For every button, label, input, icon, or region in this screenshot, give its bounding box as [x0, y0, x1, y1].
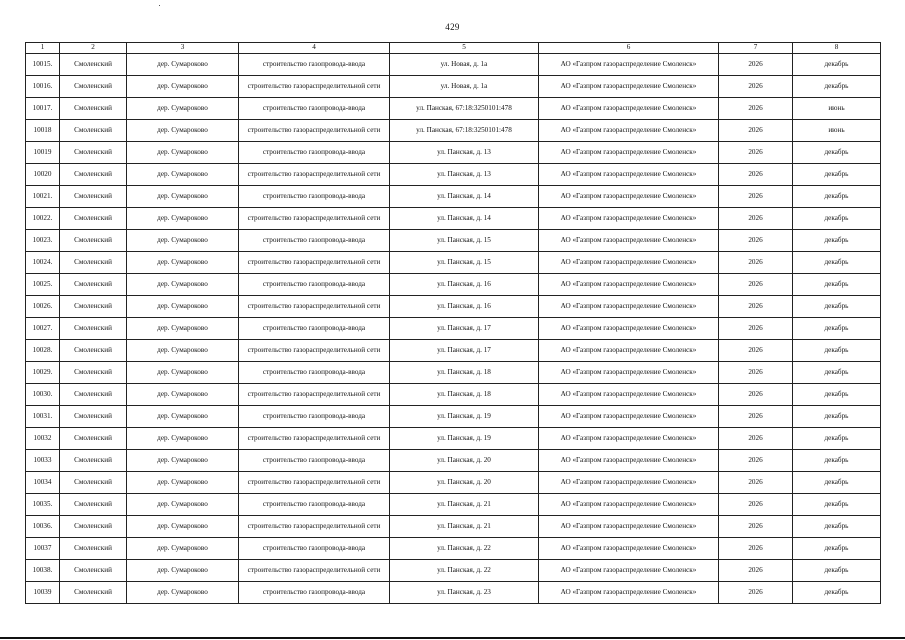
table-row [26, 582, 881, 604]
month-cell: декабрь [793, 186, 881, 208]
settlement-cell: дер. Сумароково [127, 450, 239, 472]
table-row [26, 164, 881, 186]
district-cell: Смоленский [60, 274, 127, 296]
table-header-row [26, 43, 881, 54]
month-cell: июнь [793, 98, 881, 120]
settlement-cell: дер. Сумароково [127, 274, 239, 296]
work-type-cell: строительство газопровода-ввода [239, 450, 390, 472]
year-cell: 2026 [719, 340, 793, 362]
organization-cell: АО «Газпром газораспределение Смоленск» [539, 54, 719, 76]
organization-cell: АО «Газпром газораспределение Смоленск» [539, 230, 719, 252]
table-row [26, 54, 881, 76]
row-number-cell: 10021. [26, 186, 60, 208]
row-number-cell: 10029. [26, 362, 60, 384]
table-row [26, 318, 881, 340]
table-row [26, 362, 881, 384]
settlement-cell: дер. Сумароково [127, 164, 239, 186]
address-cell: ул. Панская, д. 15 [390, 252, 539, 274]
year-cell: 2026 [719, 120, 793, 142]
settlement-cell: дер. Сумароково [127, 142, 239, 164]
address-cell: ул. Панская, д. 15 [390, 230, 539, 252]
year-cell: 2026 [719, 98, 793, 120]
organization-cell: АО «Газпром газораспределение Смоленск» [539, 494, 719, 516]
organization-cell: АО «Газпром газораспределение Смоленск» [539, 318, 719, 340]
year-cell: 2026 [719, 142, 793, 164]
year-cell: 2026 [719, 208, 793, 230]
table-row [26, 296, 881, 318]
month-cell: декабрь [793, 76, 881, 98]
month-cell: декабрь [793, 494, 881, 516]
month-cell: декабрь [793, 384, 881, 406]
table-row [26, 450, 881, 472]
organization-cell: АО «Газпром газораспределение Смоленск» [539, 406, 719, 428]
organization-cell: АО «Газпром газораспределение Смоленск» [539, 340, 719, 362]
district-cell: Смоленский [60, 186, 127, 208]
year-cell: 2026 [719, 406, 793, 428]
year-cell: 2026 [719, 296, 793, 318]
organization-cell: АО «Газпром газораспределение Смоленск» [539, 142, 719, 164]
row-number-cell: 10025. [26, 274, 60, 296]
year-cell: 2026 [719, 362, 793, 384]
month-cell: декабрь [793, 406, 881, 428]
settlement-cell: дер. Сумароково [127, 494, 239, 516]
page-number: 429 [445, 22, 460, 32]
district-cell: Смоленский [60, 208, 127, 230]
work-type-cell: строительство газораспределительной сети [239, 76, 390, 98]
district-cell: Смоленский [60, 54, 127, 76]
settlement-cell: дер. Сумароково [127, 98, 239, 120]
organization-cell: АО «Газпром газораспределение Смоленск» [539, 164, 719, 186]
organization-cell: АО «Газпром газораспределение Смоленск» [539, 384, 719, 406]
organization-cell: АО «Газпром газораспределение Смоленск» [539, 186, 719, 208]
table-row [26, 516, 881, 538]
year-cell: 2026 [719, 76, 793, 98]
organization-cell: АО «Газпром газораспределение Смоленск» [539, 296, 719, 318]
address-cell: ул. Панская, д. 20 [390, 450, 539, 472]
month-cell: декабрь [793, 230, 881, 252]
row-number-cell: 10032 [26, 428, 60, 450]
table-row [26, 340, 881, 362]
settlement-cell: дер. Сумароково [127, 538, 239, 560]
row-number-cell: 10020 [26, 164, 60, 186]
district-cell: Смоленский [60, 230, 127, 252]
year-cell: 2026 [719, 472, 793, 494]
column-header: 7 [719, 43, 793, 54]
work-type-cell: строительство газораспределительной сети [239, 428, 390, 450]
table-row [26, 538, 881, 560]
address-cell: ул. Панская, 67:18:3250101:478 [390, 98, 539, 120]
work-type-cell: строительство газораспределительной сети [239, 252, 390, 274]
year-cell: 2026 [719, 582, 793, 604]
district-cell: Смоленский [60, 582, 127, 604]
table-row [26, 98, 881, 120]
organization-cell: АО «Газпром газораспределение Смоленск» [539, 362, 719, 384]
work-type-cell: строительство газопровода-ввода [239, 274, 390, 296]
work-type-cell: строительство газопровода-ввода [239, 230, 390, 252]
address-cell: ул. Панская, д. 16 [390, 274, 539, 296]
district-cell: Смоленский [60, 406, 127, 428]
work-type-cell: строительство газораспределительной сети [239, 120, 390, 142]
year-cell: 2026 [719, 230, 793, 252]
year-cell: 2026 [719, 164, 793, 186]
table-row [26, 230, 881, 252]
settlement-cell: дер. Сумароково [127, 54, 239, 76]
settlement-cell: дер. Сумароково [127, 516, 239, 538]
organization-cell: АО «Газпром газораспределение Смоленск» [539, 120, 719, 142]
year-cell: 2026 [719, 252, 793, 274]
month-cell: декабрь [793, 340, 881, 362]
settlement-cell: дер. Сумароково [127, 384, 239, 406]
work-type-cell: строительство газопровода-ввода [239, 142, 390, 164]
column-header: 4 [239, 43, 390, 54]
row-number-cell: 10030. [26, 384, 60, 406]
row-number-cell: 10018 [26, 120, 60, 142]
table-row [26, 560, 881, 582]
address-cell: ул. Панская, д. 17 [390, 340, 539, 362]
address-cell: ул. Панская, д. 19 [390, 428, 539, 450]
table-row [26, 428, 881, 450]
address-cell: ул. Панская, д. 13 [390, 142, 539, 164]
work-type-cell: строительство газопровода-ввода [239, 538, 390, 560]
district-cell: Смоленский [60, 98, 127, 120]
table-body [26, 54, 881, 604]
organization-cell: АО «Газпром газораспределение Смоленск» [539, 538, 719, 560]
address-cell: ул. Новая, д. 1а [390, 76, 539, 98]
table-row [26, 252, 881, 274]
month-cell: декабрь [793, 208, 881, 230]
month-cell: декабрь [793, 318, 881, 340]
year-cell: 2026 [719, 494, 793, 516]
month-cell: декабрь [793, 516, 881, 538]
district-cell: Смоленский [60, 494, 127, 516]
row-number-cell: 10038. [26, 560, 60, 582]
year-cell: 2026 [719, 516, 793, 538]
address-cell: ул. Панская, д. 18 [390, 384, 539, 406]
work-type-cell: строительство газопровода-ввода [239, 54, 390, 76]
row-number-cell: 10037 [26, 538, 60, 560]
row-number-cell: 10034 [26, 472, 60, 494]
month-cell: декабрь [793, 252, 881, 274]
table-row [26, 494, 881, 516]
work-type-cell: строительство газопровода-ввода [239, 98, 390, 120]
work-type-cell: строительство газопровода-ввода [239, 582, 390, 604]
row-number-cell: 10027. [26, 318, 60, 340]
district-cell: Смоленский [60, 340, 127, 362]
scan-speck [159, 5, 160, 6]
address-cell: ул. Панская, д. 22 [390, 560, 539, 582]
table-row [26, 274, 881, 296]
row-number-cell: 10031. [26, 406, 60, 428]
year-cell: 2026 [719, 428, 793, 450]
work-type-cell: строительство газораспределительной сети [239, 340, 390, 362]
district-cell: Смоленский [60, 538, 127, 560]
column-header: 2 [60, 43, 127, 54]
settlement-cell: дер. Сумароково [127, 472, 239, 494]
row-number-cell: 10026. [26, 296, 60, 318]
month-cell: декабрь [793, 582, 881, 604]
settlement-cell: дер. Сумароково [127, 120, 239, 142]
work-type-cell: строительство газопровода-ввода [239, 494, 390, 516]
settlement-cell: дер. Сумароково [127, 406, 239, 428]
district-cell: Смоленский [60, 450, 127, 472]
work-type-cell: строительство газораспределительной сети [239, 472, 390, 494]
settlement-cell: дер. Сумароково [127, 582, 239, 604]
district-cell: Смоленский [60, 384, 127, 406]
page-bottom-rule [0, 637, 905, 639]
organization-cell: АО «Газпром газораспределение Смоленск» [539, 208, 719, 230]
address-cell: ул. Панская, д. 23 [390, 582, 539, 604]
month-cell: декабрь [793, 428, 881, 450]
organization-cell: АО «Газпром газораспределение Смоленск» [539, 252, 719, 274]
table-row [26, 472, 881, 494]
address-cell: ул. Панская, д. 16 [390, 296, 539, 318]
month-cell: декабрь [793, 296, 881, 318]
row-number-cell: 10016. [26, 76, 60, 98]
row-number-cell: 10035. [26, 494, 60, 516]
district-cell: Смоленский [60, 120, 127, 142]
row-number-cell: 10023. [26, 230, 60, 252]
settlement-cell: дер. Сумароково [127, 76, 239, 98]
year-cell: 2026 [719, 186, 793, 208]
row-number-cell: 10022. [26, 208, 60, 230]
organization-cell: АО «Газпром газораспределение Смоленск» [539, 560, 719, 582]
organization-cell: АО «Газпром газораспределение Смоленск» [539, 472, 719, 494]
address-cell: ул. Панская, д. 21 [390, 516, 539, 538]
district-cell: Смоленский [60, 164, 127, 186]
settlement-cell: дер. Сумароково [127, 186, 239, 208]
work-type-cell: строительство газораспределительной сети [239, 516, 390, 538]
table-row [26, 120, 881, 142]
month-cell: декабрь [793, 274, 881, 296]
row-number-cell: 10036. [26, 516, 60, 538]
organization-cell: АО «Газпром газораспределение Смоленск» [539, 274, 719, 296]
district-cell: Смоленский [60, 560, 127, 582]
row-number-cell: 10015. [26, 54, 60, 76]
settlement-cell: дер. Сумароково [127, 340, 239, 362]
month-cell: декабрь [793, 472, 881, 494]
district-cell: Смоленский [60, 428, 127, 450]
settlement-cell: дер. Сумароково [127, 296, 239, 318]
address-cell: ул. Панская, д. 14 [390, 208, 539, 230]
row-number-cell: 10033 [26, 450, 60, 472]
year-cell: 2026 [719, 54, 793, 76]
work-type-cell: строительство газораспределительной сети [239, 208, 390, 230]
month-cell: декабрь [793, 450, 881, 472]
work-type-cell: строительство газораспределительной сети [239, 384, 390, 406]
address-cell: ул. Новая, д. 1а [390, 54, 539, 76]
district-cell: Смоленский [60, 76, 127, 98]
row-number-cell: 10024. [26, 252, 60, 274]
year-cell: 2026 [719, 384, 793, 406]
settlement-cell: дер. Сумароково [127, 230, 239, 252]
work-type-cell: строительство газопровода-ввода [239, 362, 390, 384]
table-row [26, 76, 881, 98]
month-cell: декабрь [793, 54, 881, 76]
settlement-cell: дер. Сумароково [127, 252, 239, 274]
year-cell: 2026 [719, 538, 793, 560]
month-cell: декабрь [793, 538, 881, 560]
year-cell: 2026 [719, 274, 793, 296]
row-number-cell: 10028. [26, 340, 60, 362]
district-cell: Смоленский [60, 472, 127, 494]
organization-cell: АО «Газпром газораспределение Смоленск» [539, 76, 719, 98]
year-cell: 2026 [719, 450, 793, 472]
column-header: 1 [26, 43, 60, 54]
address-cell: ул. Панская, д. 19 [390, 406, 539, 428]
settlement-cell: дер. Сумароково [127, 362, 239, 384]
month-cell: декабрь [793, 164, 881, 186]
month-cell: декабрь [793, 362, 881, 384]
settlement-cell: дер. Сумароково [127, 560, 239, 582]
address-cell: ул. Панская, д. 13 [390, 164, 539, 186]
table-row [26, 384, 881, 406]
address-cell: ул. Панская, д. 20 [390, 472, 539, 494]
district-cell: Смоленский [60, 252, 127, 274]
settlement-cell: дер. Сумароково [127, 428, 239, 450]
month-cell: декабрь [793, 560, 881, 582]
address-cell: ул. Панская, 67:18:3250101:478 [390, 120, 539, 142]
address-cell: ул. Панская, д. 18 [390, 362, 539, 384]
address-cell: ул. Панская, д. 14 [390, 186, 539, 208]
work-type-cell: строительство газопровода-ввода [239, 318, 390, 340]
organization-cell: АО «Газпром газораспределение Смоленск» [539, 428, 719, 450]
organization-cell: АО «Газпром газораспределение Смоленск» [539, 450, 719, 472]
district-cell: Смоленский [60, 296, 127, 318]
column-header: 5 [390, 43, 539, 54]
address-cell: ул. Панская, д. 17 [390, 318, 539, 340]
month-cell: июнь [793, 120, 881, 142]
month-cell: декабрь [793, 142, 881, 164]
year-cell: 2026 [719, 560, 793, 582]
row-number-cell: 10017. [26, 98, 60, 120]
row-number-cell: 10039 [26, 582, 60, 604]
work-type-cell: строительство газораспределительной сети [239, 560, 390, 582]
settlement-cell: дер. Сумароково [127, 318, 239, 340]
work-type-cell: строительство газопровода-ввода [239, 186, 390, 208]
column-header: 6 [539, 43, 719, 54]
table-row [26, 208, 881, 230]
row-number-cell: 10019 [26, 142, 60, 164]
district-cell: Смоленский [60, 362, 127, 384]
table-row [26, 186, 881, 208]
settlement-cell: дер. Сумароково [127, 208, 239, 230]
table-row [26, 142, 881, 164]
table-row [26, 406, 881, 428]
work-type-cell: строительство газораспределительной сети [239, 296, 390, 318]
organization-cell: АО «Газпром газораспределение Смоленск» [539, 516, 719, 538]
district-cell: Смоленский [60, 318, 127, 340]
column-header: 8 [793, 43, 881, 54]
organization-cell: АО «Газпром газораспределение Смоленск» [539, 582, 719, 604]
work-type-cell: строительство газопровода-ввода [239, 406, 390, 428]
work-type-cell: строительство газораспределительной сети [239, 164, 390, 186]
register-table [25, 42, 881, 604]
address-cell: ул. Панская, д. 21 [390, 494, 539, 516]
column-header: 3 [127, 43, 239, 54]
organization-cell: АО «Газпром газораспределение Смоленск» [539, 98, 719, 120]
district-cell: Смоленский [60, 516, 127, 538]
district-cell: Смоленский [60, 142, 127, 164]
year-cell: 2026 [719, 318, 793, 340]
address-cell: ул. Панская, д. 22 [390, 538, 539, 560]
